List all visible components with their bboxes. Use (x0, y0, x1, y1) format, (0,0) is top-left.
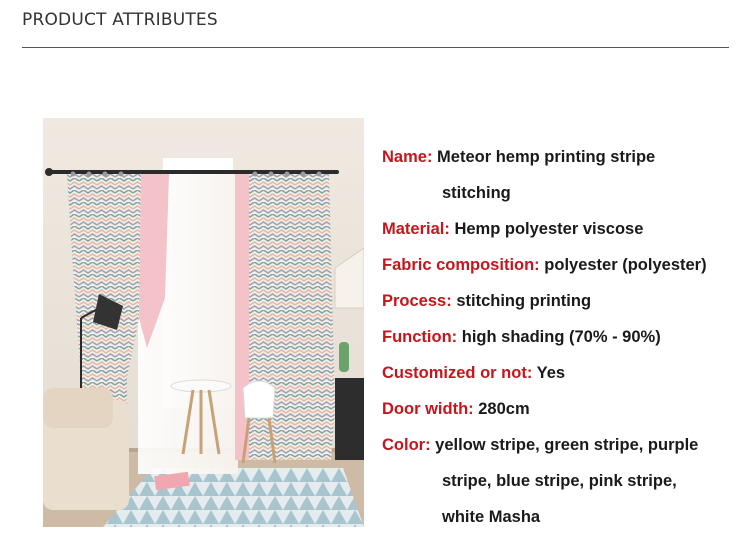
attribute-label: Customized or not: (382, 364, 533, 382)
attribute-value: Hemp polyester viscose (454, 220, 644, 238)
attribute-color-continued (382, 469, 742, 505)
attribute-door-width (382, 397, 742, 433)
attribute-value: stitching printing (456, 292, 592, 310)
attribute-label: Process: (382, 292, 452, 310)
attribute-label: Material: (382, 220, 450, 238)
attribute-label: Fabric composition: (382, 256, 540, 274)
attribute-value: polyester (polyester) (544, 256, 707, 274)
attribute-label: Door width: (382, 400, 474, 418)
attribute-value: high shading (70% - 90%) (461, 328, 661, 346)
attribute-color (382, 433, 742, 469)
attribute-name (382, 145, 742, 181)
attribute-label: Name: (382, 148, 433, 166)
attribute-value: yellow stripe, green stripe, purple (435, 436, 699, 454)
section-title: PRODUCT ATTRIBUTES (22, 10, 218, 30)
attribute-process (382, 289, 742, 325)
attribute-material (382, 217, 742, 253)
attribute-value: white Masha (442, 508, 541, 526)
attribute-name-continued (382, 181, 742, 217)
attribute-label: Color: (382, 436, 431, 454)
attribute-value: 280cm (478, 400, 530, 418)
attribute-value: Yes (536, 364, 566, 382)
attribute-value: stitching (442, 184, 511, 202)
attribute-list (382, 145, 742, 541)
attribute-value: Meteor hemp printing stripe (437, 148, 656, 166)
attribute-function (382, 325, 742, 361)
product-photo (43, 118, 364, 527)
attribute-customized (382, 361, 742, 397)
attribute-fabric-composition (382, 253, 742, 289)
attribute-label: Function: (382, 328, 458, 346)
section-divider (22, 47, 729, 48)
attribute-color-continued (382, 505, 742, 541)
attribute-value: stripe, blue stripe, pink stripe, (442, 472, 677, 490)
